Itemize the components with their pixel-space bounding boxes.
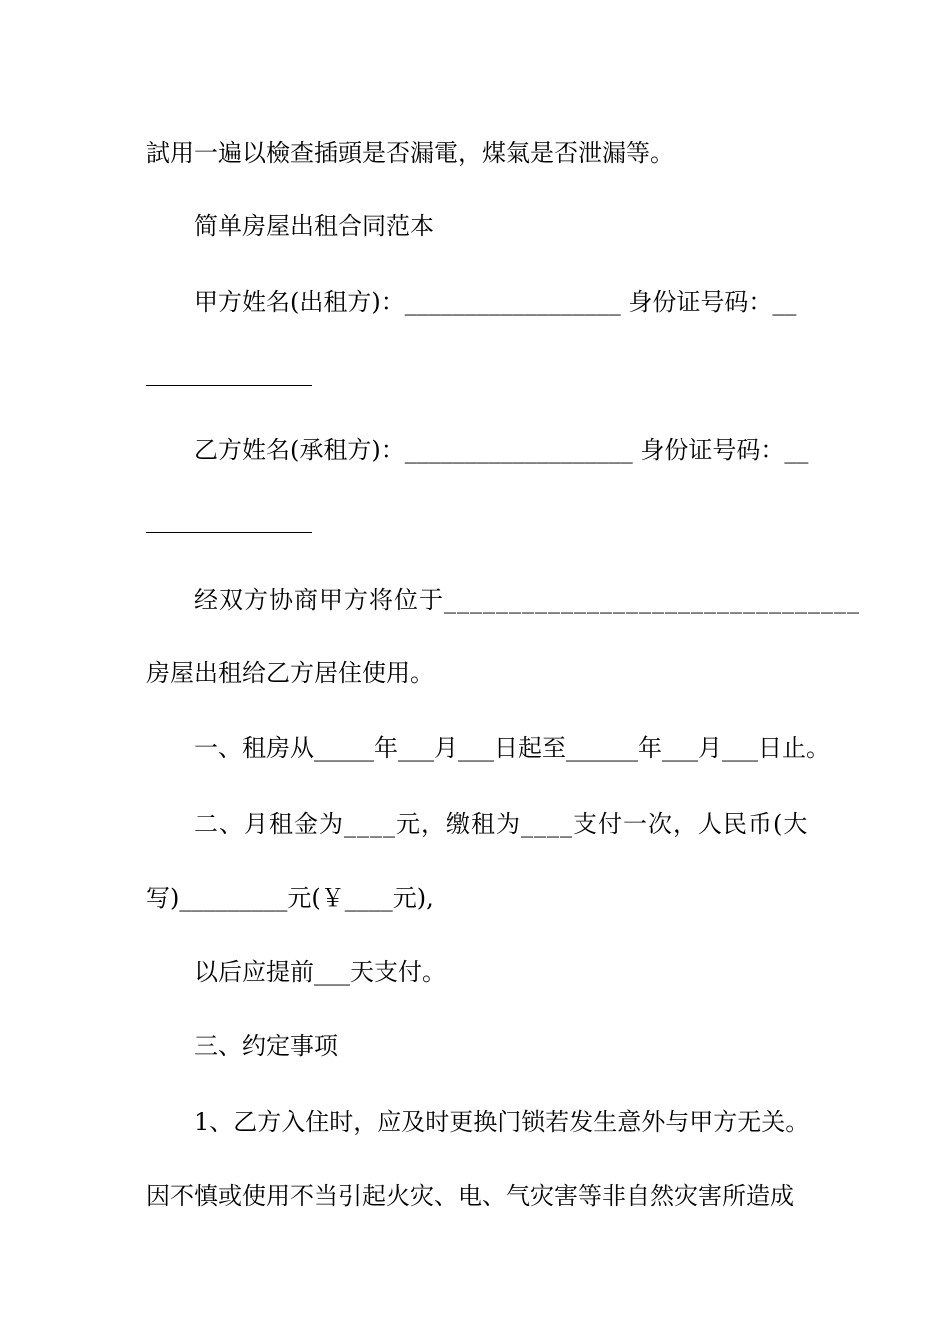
property-location-line: 经双方协商甲方将位于________________________________ [194,586,860,614]
agreement-item-1-continuation: 因不慎或使用不当引起火灾、电、气灾害等非自然灾害所造成 [146,1182,794,1210]
payment-advance-line: 以后应提前___天支付。 [194,958,446,986]
party-b-id-underline [146,532,312,533]
party-a-id-underline [146,385,312,386]
text-line-continuation: 試用一遍以檢查插頭是否漏電，煤氣是否泄漏等。 [146,139,674,167]
party-a-line: 甲方姓名(出租方)：__________________ 身份证号码：__ [194,288,797,316]
rent-amount-line: 写)_________元(￥____元), [146,884,434,912]
rent-clause: 二、月租金为____元，缴租为____支付一次，人民币(大 [194,810,809,838]
contract-title: 简单房屋出租合同范本 [194,212,434,240]
rental-purpose-line: 房屋出租给乙方居住使用。 [146,659,434,687]
term-clause: 一、租房从_____年___月___日起至______年___月___日止。 [194,734,830,762]
section-heading-agreements: 三、约定事项 [194,1032,338,1060]
agreement-item-1: 1、乙方入住时，应及时更换门锁若发生意外与甲方无关。 [194,1108,810,1136]
party-b-line: 乙方姓名(承租方)：___________________ 身份证号码：__ [194,436,809,464]
